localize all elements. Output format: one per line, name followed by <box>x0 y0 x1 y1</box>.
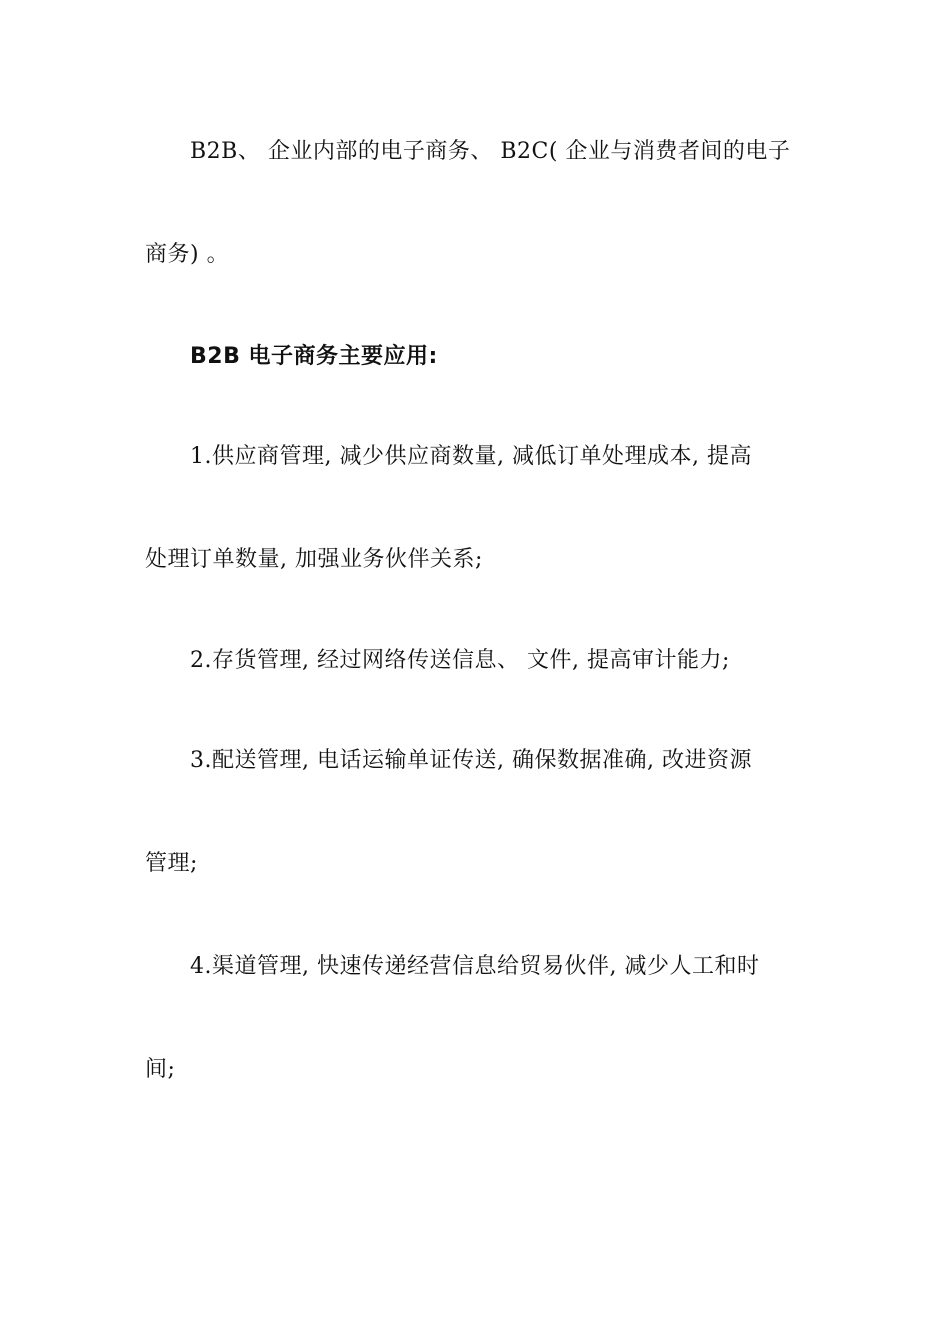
paragraph-intro-line-1: B2B、 企业内部的电子商务、 B2C( 企业与消费者间的电子 <box>190 139 791 164</box>
section-heading: B2B 电子商务主要应用: <box>190 344 438 369</box>
list-item-3-line-1: 3.配送管理, 电话运输单证传送, 确保数据准确, 改进资源 <box>190 748 752 773</box>
list-item-4-line-1: 4.渠道管理, 快速传递经营信息给贸易伙伴, 减少人工和时 <box>190 954 760 979</box>
paragraph-intro-line-2: 商务) 。 <box>145 242 230 267</box>
list-item-1-line-1: 1.供应商管理, 减少供应商数量, 减低订单处理成本, 提高 <box>190 444 752 469</box>
list-item-2-line-1: 2.存货管理, 经过网络传送信息、 文件, 提高审计能力; <box>190 648 730 673</box>
list-item-4-line-2: 间; <box>145 1057 176 1082</box>
list-item-3-line-2: 管理; <box>145 851 198 876</box>
list-item-1-line-2: 处理订单数量, 加强业务伙伴关系; <box>145 547 483 572</box>
